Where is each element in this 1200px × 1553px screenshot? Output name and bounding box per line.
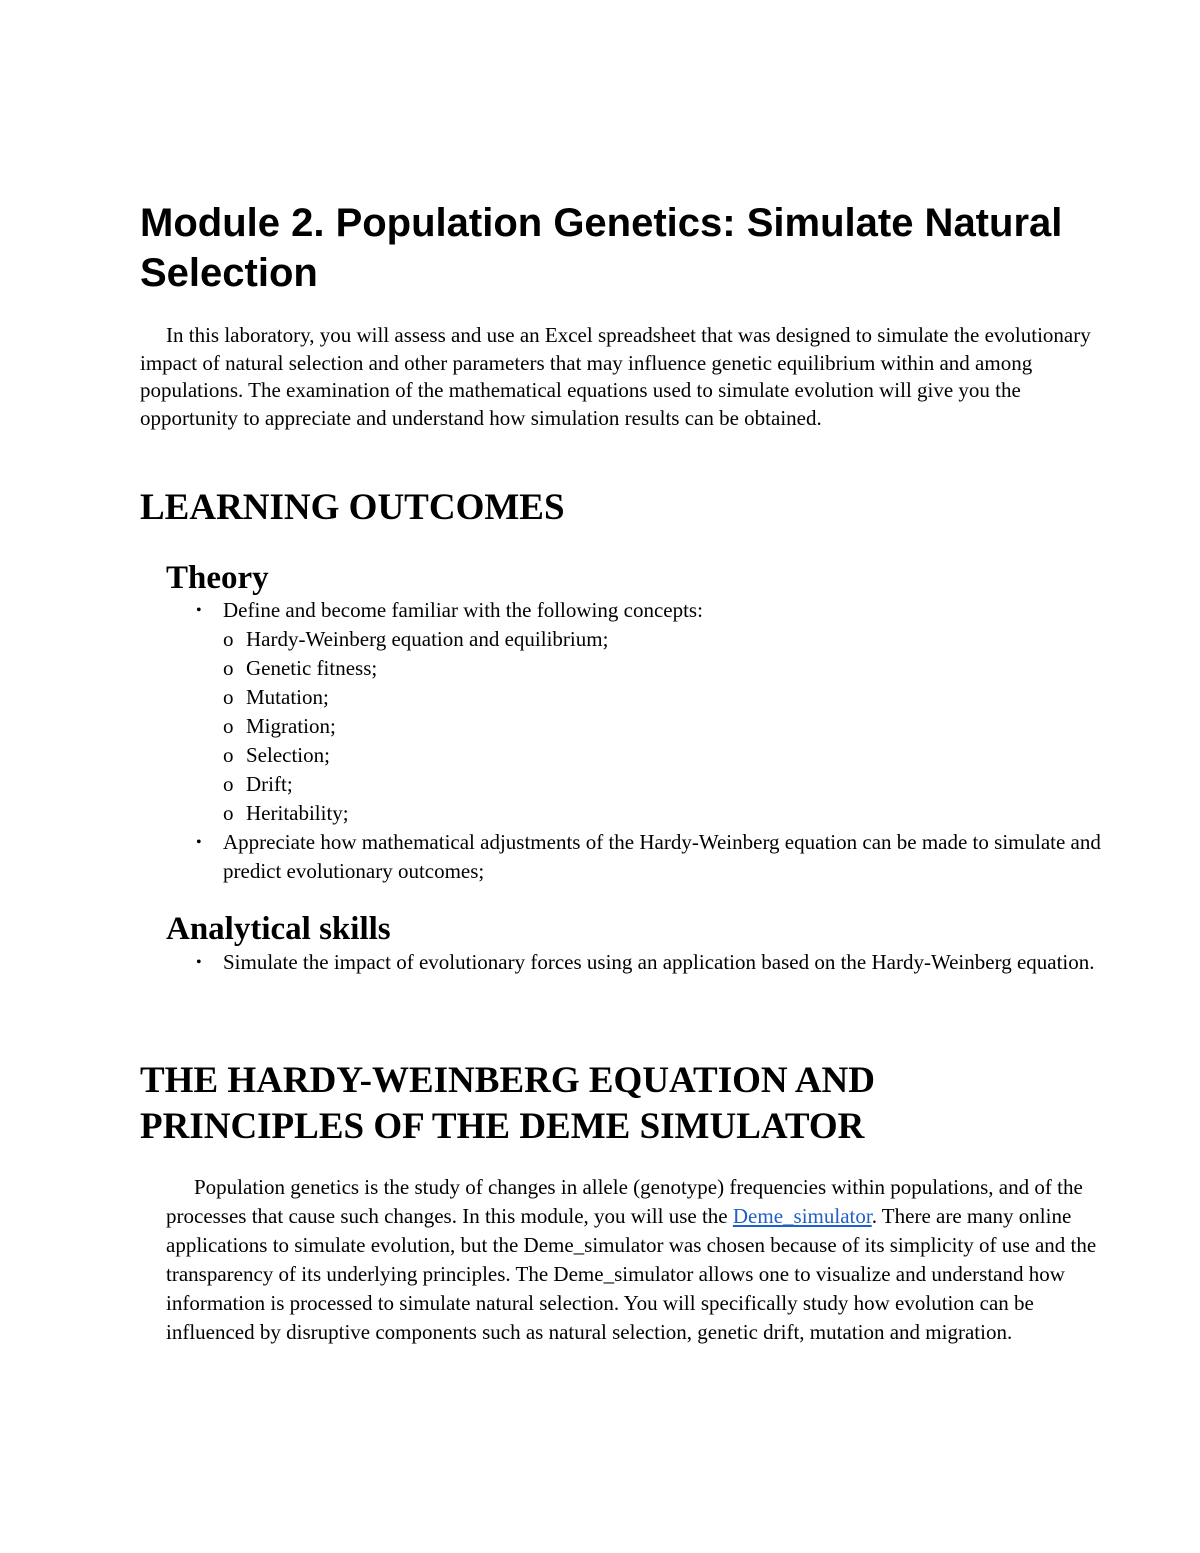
sub-bullet-mark: o — [223, 685, 234, 709]
hardy-weinberg-paragraph — [166, 1173, 1101, 1347]
theory-bullet-concepts — [190, 596, 1120, 828]
concept-text: Heritability; — [246, 801, 349, 825]
concept-text: Hardy-Weinberg equation and equilibrium; — [246, 627, 609, 651]
deme-simulator-link[interactable]: Deme_simulator — [732, 1204, 872, 1228]
concept-text: Selection; — [246, 743, 330, 767]
theory-bullet-adjustments — [190, 828, 1120, 886]
hardy-weinberg-heading: THE HARDY-WEINBERG EQUATION AND PRINCIPLES OF THE DEME SIMULATOR — [140, 1060, 875, 1147]
concept-item-selection — [223, 741, 1120, 770]
concept-item-genetic-fitness — [223, 654, 1120, 683]
theory-bullet-concepts-text: Define and become familiar with the following concepts: — [223, 598, 703, 622]
document-title: Module 2. Population Genetics: Simulate Natural Selection — [140, 201, 1063, 295]
concept-item-heritability — [223, 799, 1120, 828]
sub-bullet-mark: o — [223, 627, 234, 651]
bullet-mark: • — [196, 954, 202, 971]
analytical-bullet-simulate-text: Simulate the impact of evolutionary forces using an application based on the Hardy-Weinberg equation. — [223, 950, 1095, 974]
paragraph-text-part-1: Population genetics is the study of changes in allele (genotype) frequencies within populations, and of the processes that cause such changes. In this module, you will use the — [166, 1175, 1083, 1228]
sub-bullet-mark: o — [223, 743, 234, 767]
concept-item-mutation — [223, 683, 1120, 712]
sub-bullet-mark: o — [223, 772, 234, 796]
concept-text: Mutation; — [246, 685, 329, 709]
analytical-skills-heading: Analytical skills — [166, 911, 391, 947]
learning-outcomes-heading: LEARNING OUTCOMES — [140, 487, 565, 528]
bullet-mark: • — [196, 602, 202, 619]
analytical-bullet-simulate — [190, 948, 1120, 977]
concept-item-drift — [223, 770, 1120, 799]
concept-text: Drift; — [246, 772, 293, 796]
theory-bullet-adjustments-text: Appreciate how mathematical adjustments of the Hardy-Weinberg equation can be made to simulate and predict evolutionary outcomes; — [223, 830, 1101, 883]
analytical-bullet-list — [190, 948, 1120, 977]
concept-item-migration — [223, 712, 1120, 741]
theory-heading: Theory — [166, 560, 269, 596]
intro-paragraph: In this laboratory, you will assess and use an Excel spreadsheet that was designed to simulate the evolutionary impact of natural selection and other parameters that may influence genetic equilibrium within and among populations. The examination of the mathematical equations used to simulate evolution will give you the opportunity to appreciate and understand how simulation results can be obtained. — [140, 323, 1091, 430]
concept-list — [223, 625, 1120, 828]
sub-bullet-mark: o — [223, 714, 234, 738]
concept-text: Genetic fitness; — [246, 656, 378, 680]
concept-text: Migration; — [246, 714, 336, 738]
sub-bullet-mark: o — [223, 656, 234, 680]
bullet-mark: • — [196, 834, 202, 851]
sub-bullet-mark: o — [223, 801, 234, 825]
concept-item-hardy-weinberg — [223, 625, 1120, 654]
paragraph-text-part-2: . There are many online applications to simulate evolution, but the Deme_simulator was chosen because of its simplicity of use and the transparency of its underlying principles. The Deme_simulator allows one to visualize and understand how information is processed to simulate natural selection. You will specifically study how evolution can be influenced by disruptive components such as natural selection, genetic drift, mutation and migration. — [166, 1204, 1097, 1344]
theory-bullet-list — [190, 596, 1120, 886]
